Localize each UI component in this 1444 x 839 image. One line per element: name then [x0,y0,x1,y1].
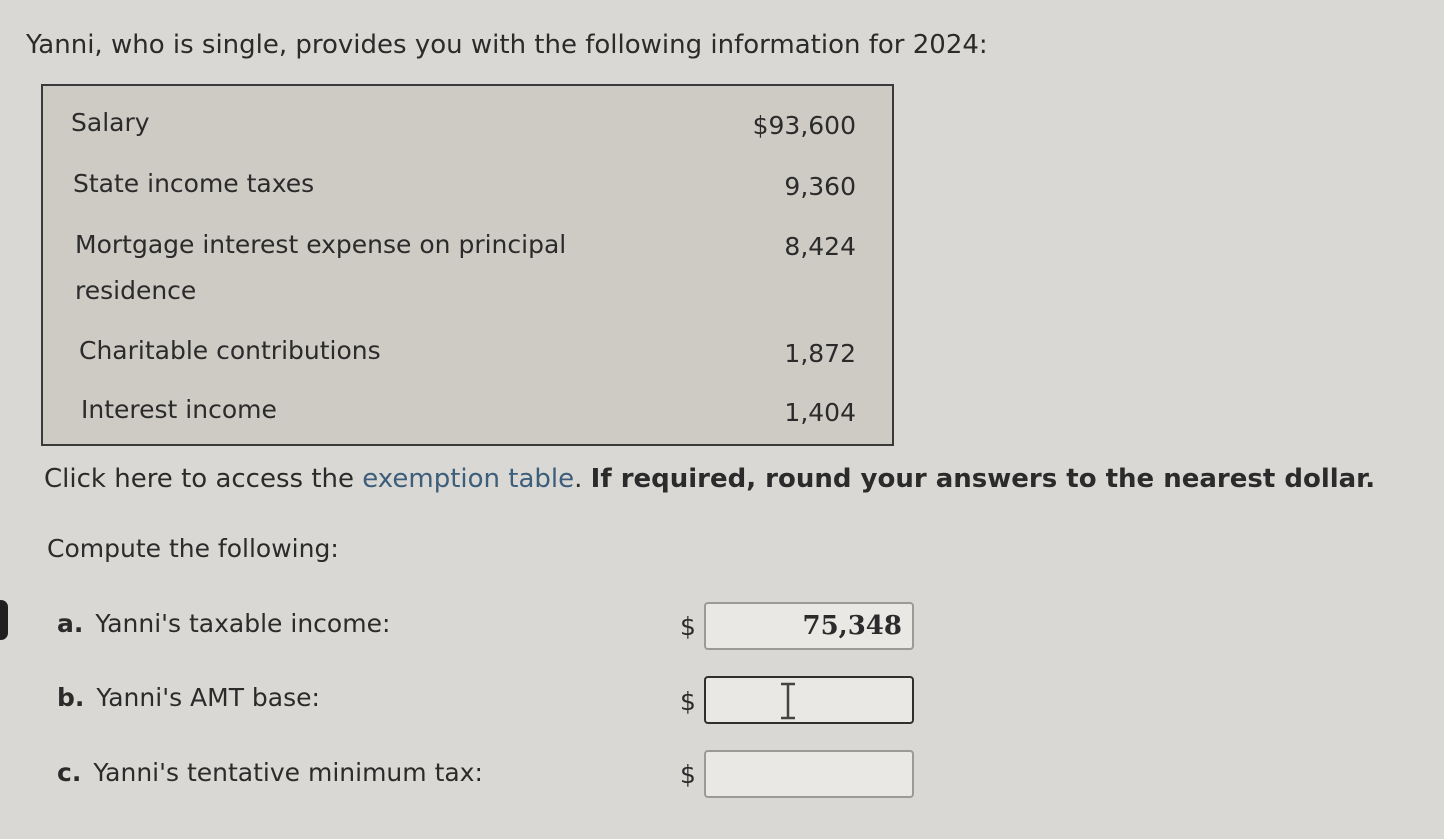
question-b [57,683,320,712]
question-label: Yanni's tentative minimum tax: [93,758,483,787]
taxable-income-input[interactable] [704,602,914,650]
table-row-label: Salary [71,108,150,137]
question-label: Yanni's AMT base: [96,683,320,712]
question-letter: b. [57,683,85,712]
question-c [57,758,483,787]
table-row-label: Interest income [81,395,277,424]
table-row-label: Mortgage interest expense on principal residence [75,230,567,305]
financial-info-table [41,84,894,446]
table-row-label: Charitable contributions [79,336,381,365]
rounding-note: If required, round your answers to the nearest dollar. [590,464,1376,494]
amt-base-input[interactable] [704,676,914,724]
question-letter: c. [57,758,82,787]
i-beam-cursor-icon [778,682,798,720]
question-a [57,609,390,638]
instructions [44,464,1375,494]
currency-symbol: $ [680,612,696,641]
table-row-value: 1,872 [784,339,856,368]
table-row-label: State income taxes [73,169,315,198]
tentative-minimum-tax-input[interactable] [704,750,914,798]
question-letter: a. [57,609,84,638]
table-row-value: $93,600 [752,111,856,140]
table-row-value: 1,404 [784,398,856,427]
compute-heading: Compute the following: [47,534,339,563]
exemption-table-link[interactable]: exemption table [362,464,575,494]
instructions-middle: . [574,464,591,494]
problem-intro: Yanni, who is single, provides you with the following information for 2024: [26,30,988,60]
table-row-value: 9,360 [784,172,856,201]
instructions-prefix: Click here to access the [44,464,363,494]
table-row-value: 8,424 [784,232,856,261]
screen-edge-marker [0,600,8,640]
currency-symbol: $ [680,687,696,716]
currency-symbol: $ [680,760,696,789]
question-label: Yanni's taxable income: [95,609,391,638]
